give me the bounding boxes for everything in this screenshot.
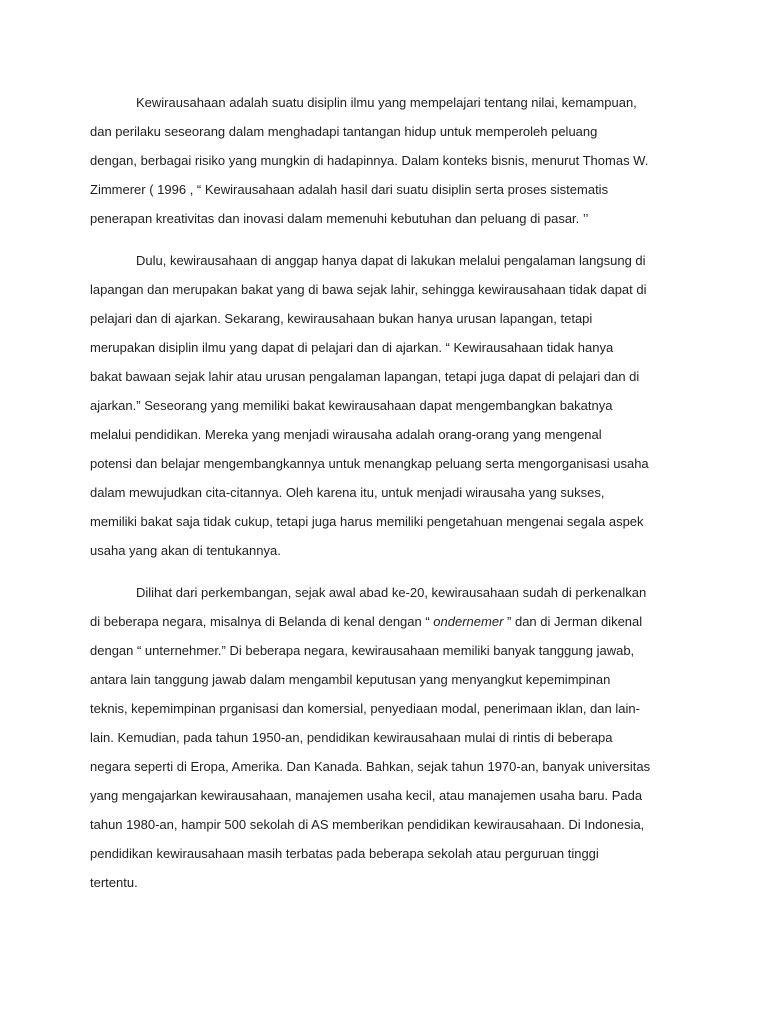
paragraph-line: tahun 1980-an, hampir 500 sekolah di AS memberikan pendidikan kewirausahaan. Di Indonesia, — [90, 817, 645, 832]
paragraph-spacer — [90, 565, 680, 578]
paragraph-line: dalam mewujudkan cita-citannya. Oleh karena itu, untuk menjadi wirausaha yang sukses, — [90, 485, 605, 500]
paragraph-line: tertentu. — [90, 875, 138, 890]
paragraph-line: memiliki bakat saja tidak cukup, tetapi juga harus memiliki pengetahuan mengenai segala aspek — [90, 514, 644, 529]
paragraph-line: potensi dan belajar mengembangkannya untuk menangkap peluang serta mengorganisasi usaha — [90, 456, 649, 471]
paragraph-line: dengan “ unternehmer.” Di beberapa negara, kewirausahaan memiliki banyak tanggung jawab, — [90, 643, 635, 658]
paragraph-line: usaha yang akan di tentukannya. — [90, 543, 281, 558]
paragraph-line: Dilihat dari perkembangan, sejak awal abad ke-20, kewirausahaan sudah di perkenalkan — [136, 585, 647, 600]
text-run: di beberapa negara, misalnya di Belanda di kenal dengan “ — [90, 614, 434, 629]
paragraph-line: dan perilaku seseorang dalam menghadapi tantangan hidup untuk memperoleh peluang — [90, 124, 598, 139]
italic-term: ondernemer — [433, 614, 504, 629]
paragraph-line: Zimmerer ( 1996 , “ Kewirausahaan adalah hasil dari suatu disiplin serta proses sistematis — [90, 182, 609, 197]
paragraph-line: pelajari dan di ajarkan. Sekarang, kewirausahaan bukan hanya urusan lapangan, tetapi — [90, 311, 593, 326]
paragraph-line-mixed — [90, 607, 680, 636]
paragraph-1 — [90, 88, 680, 233]
text-run: ” dan di Jerman dikenal — [503, 614, 643, 629]
paragraph-line: negara seperti di Eropa, Amerika. Dan Kanada. Bahkan, sejak tahun 1970-an, banyak universitas — [90, 759, 651, 774]
paragraph-line: ajarkan.” Seseorang yang memiliki bakat kewirausahaan dapat mengembangkan bakatnya — [90, 398, 613, 413]
paragraph-line: merupakan disiplin ilmu yang dapat di pelajari dan di ajarkan. “ Kewirausahaan tidak hanya — [90, 340, 614, 355]
paragraph-line: yang mengajarkan kewirausahaan, manajemen usaha kecil, atau manajemen usaha baru. Pada — [90, 788, 643, 803]
paragraph-line: lapangan dan merupakan bakat yang di bawa sejak lahir, sehingga kewirausahaan tidak dapat di — [90, 282, 647, 297]
paragraph-line: Kewirausahaan adalah suatu disiplin ilmu yang mempelajari tentang nilai, kemampuan, — [136, 95, 637, 110]
paragraph-line: teknis, kepemimpinan prganisasi dan komersial, penyediaan modal, penerimaan iklan, dan lain- — [90, 701, 640, 716]
paragraph-line: melalui pendidikan. Mereka yang menjadi wirausaha adalah orang-orang yang mengenal — [90, 427, 602, 442]
paragraph-line: penerapan kreativitas dan inovasi dalam memenuhi kebutuhan dan peluang di pasar. ’’ — [90, 211, 589, 226]
document-body — [90, 88, 680, 897]
paragraph-line: pendidikan kewirausahaan masih terbatas pada beberapa sekolah atau perguruan tinggi — [90, 846, 599, 861]
paragraph-3 — [90, 578, 680, 897]
paragraph-line: antara lain tanggung jawab dalam mengambil keputusan yang menyangkut kepemimpinan — [90, 672, 611, 687]
paragraph-spacer — [90, 233, 680, 246]
paragraph-2 — [90, 246, 680, 565]
paragraph-line: bakat bawaan sejak lahir atau urusan pengalaman lapangan, tetapi juga dapat di pelajari dan di — [90, 369, 640, 384]
paragraph-line: lain. Kemudian, pada tahun 1950-an, pendidikan kewirausahaan mulai di rintis di beberapa — [90, 730, 613, 745]
paragraph-line: dengan, berbagai risiko yang mungkin di hadapinnya. Dalam konteks bisnis, menurut Thomas W. — [90, 153, 649, 168]
paragraph-line: Dulu, kewirausahaan di anggap hanya dapat di lakukan melalui pengalaman langsung di — [136, 253, 646, 268]
